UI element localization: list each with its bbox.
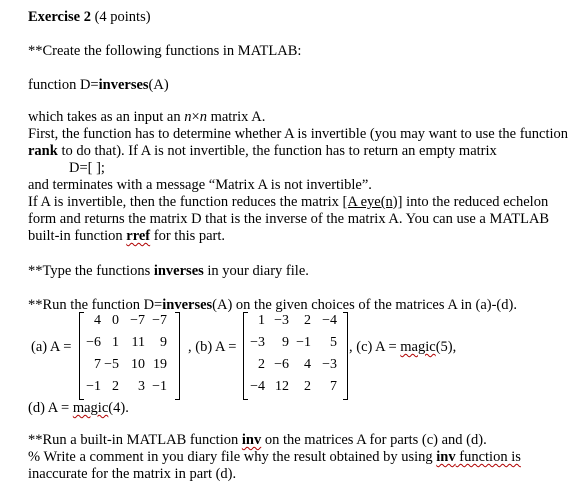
text: matrix A. [206,109,266,125]
text: inaccurate for the matrix in part (d). [28,466,237,482]
matrix-cell: 7 [94,357,101,372]
para-line-7 [28,211,549,228]
text: inverses [153,263,204,279]
text: inv [436,449,456,465]
text: on the matrices A for parts (c) and (d). [261,432,487,448]
label-a: (a) A = [31,339,72,355]
text: form and returns the matrix D that is the inverse of the matrix A. You can use a MATLAB [28,211,550,227]
text: function is [455,449,521,465]
text: inv [241,432,262,448]
label-d [28,400,129,417]
matrix-cell: 4 [94,313,101,328]
matrix-cell: −3 [274,313,289,328]
matrix-cell: 12 [275,379,289,394]
text: in your diary file. [203,263,309,279]
matrix-cell: −4 [322,313,337,328]
matrix-cell: −6 [274,357,289,372]
type-line [28,263,309,280]
text: % Write a comment in you diary file why the result obtained by using [28,449,437,465]
text: D=[ ]; [69,160,105,176]
matrix-cell: 0 [112,313,119,328]
para-line-6 [28,194,548,211]
label-c [349,339,456,356]
matrix-cell: −3 [322,357,337,372]
function-signature [28,77,169,94]
exercise-title: Exercise 2 [28,9,91,25]
matrix-cell: −3 [250,335,265,350]
matrix-cell: 2 [112,379,119,394]
text: **Run the function D= [28,297,163,313]
last-line [28,466,236,483]
para-line-3 [28,143,497,160]
exercise-heading [28,9,151,26]
text: **Type the functions [28,263,154,279]
matrix-a-right-bracket [175,312,180,400]
text: × [191,109,200,125]
sig-suffix: (A) [148,77,169,93]
para-line-8 [28,228,225,245]
text: inverses [162,297,213,313]
text: and terminates with a message “Matrix A is not invertible”. [28,177,372,193]
matrix-cell: 1 [258,313,265,328]
matrix-cell: −1 [152,379,167,394]
text: (4). [108,400,129,416]
matrix-cell: 19 [153,357,167,372]
text: for this part. [150,228,226,244]
matrix-cell: 3 [138,379,145,394]
text: which takes as an input an [28,109,185,125]
text: **Run a built-in MATLAB function [28,432,242,448]
para-line-4 [69,160,105,177]
matrix-cell: 9 [282,335,289,350]
matrix-cell: 2 [258,357,265,372]
matrix-b [247,310,339,398]
label-b: , (b) A = [188,339,237,355]
text: n [184,109,192,125]
text: magic [72,400,109,416]
matrix-cell: −4 [250,379,265,394]
text: rank [28,143,58,159]
matrix-cell: 11 [131,335,145,350]
text: n [199,109,207,125]
para-line-2 [28,126,568,143]
matrix-cell: −1 [86,379,101,394]
matrix-cell: 10 [131,357,145,372]
sig-name: inverses [98,77,149,93]
text: (5), [435,339,457,355]
matrix-cell: −7 [130,313,145,328]
text: (d) A = [28,400,73,416]
text: First, the function has to determine whether A is invertible (you may want to use the function [28,126,569,142]
text: If A is invertible, then the function reduces the matrix [28,194,343,210]
text: rref [126,228,151,244]
exercise-points: (4 points) [94,9,151,25]
comment-line [28,449,521,466]
sig-prefix: function D= [28,77,99,93]
matrix-cell: −1 [296,335,311,350]
matrix-cell: 4 [304,357,311,372]
text: (A) on the given choices of the matrices A in (a)-(d). [212,297,517,313]
text: [A eye(n)] [342,194,403,210]
matrix-cell: 5 [330,335,337,350]
matrix-cell: 2 [304,379,311,394]
matrix-cell: −6 [86,335,101,350]
intro-line [28,43,301,60]
text: built-in function [28,228,127,244]
matrix-cell: −7 [152,313,167,328]
text: magic [400,339,436,355]
matrix-cell: 7 [330,379,337,394]
matrix-cell: 1 [112,335,119,350]
matrix-b-right-bracket [343,312,348,400]
para-line-1 [28,109,265,126]
matrix-cell: −5 [104,357,119,372]
para-line-5 [28,177,372,194]
inv-line [28,432,487,449]
matrix-cell: 2 [304,313,311,328]
text: , (c) A = [349,339,401,355]
matrix-cell: 9 [160,335,167,350]
text: into the reduced echelon [402,194,549,210]
intro-text: **Create the following functions in MATLAB: [28,43,302,59]
text: to do that). If A is not invertible, the function has to return an empty matrix [57,143,497,159]
matrix-a [83,310,169,398]
